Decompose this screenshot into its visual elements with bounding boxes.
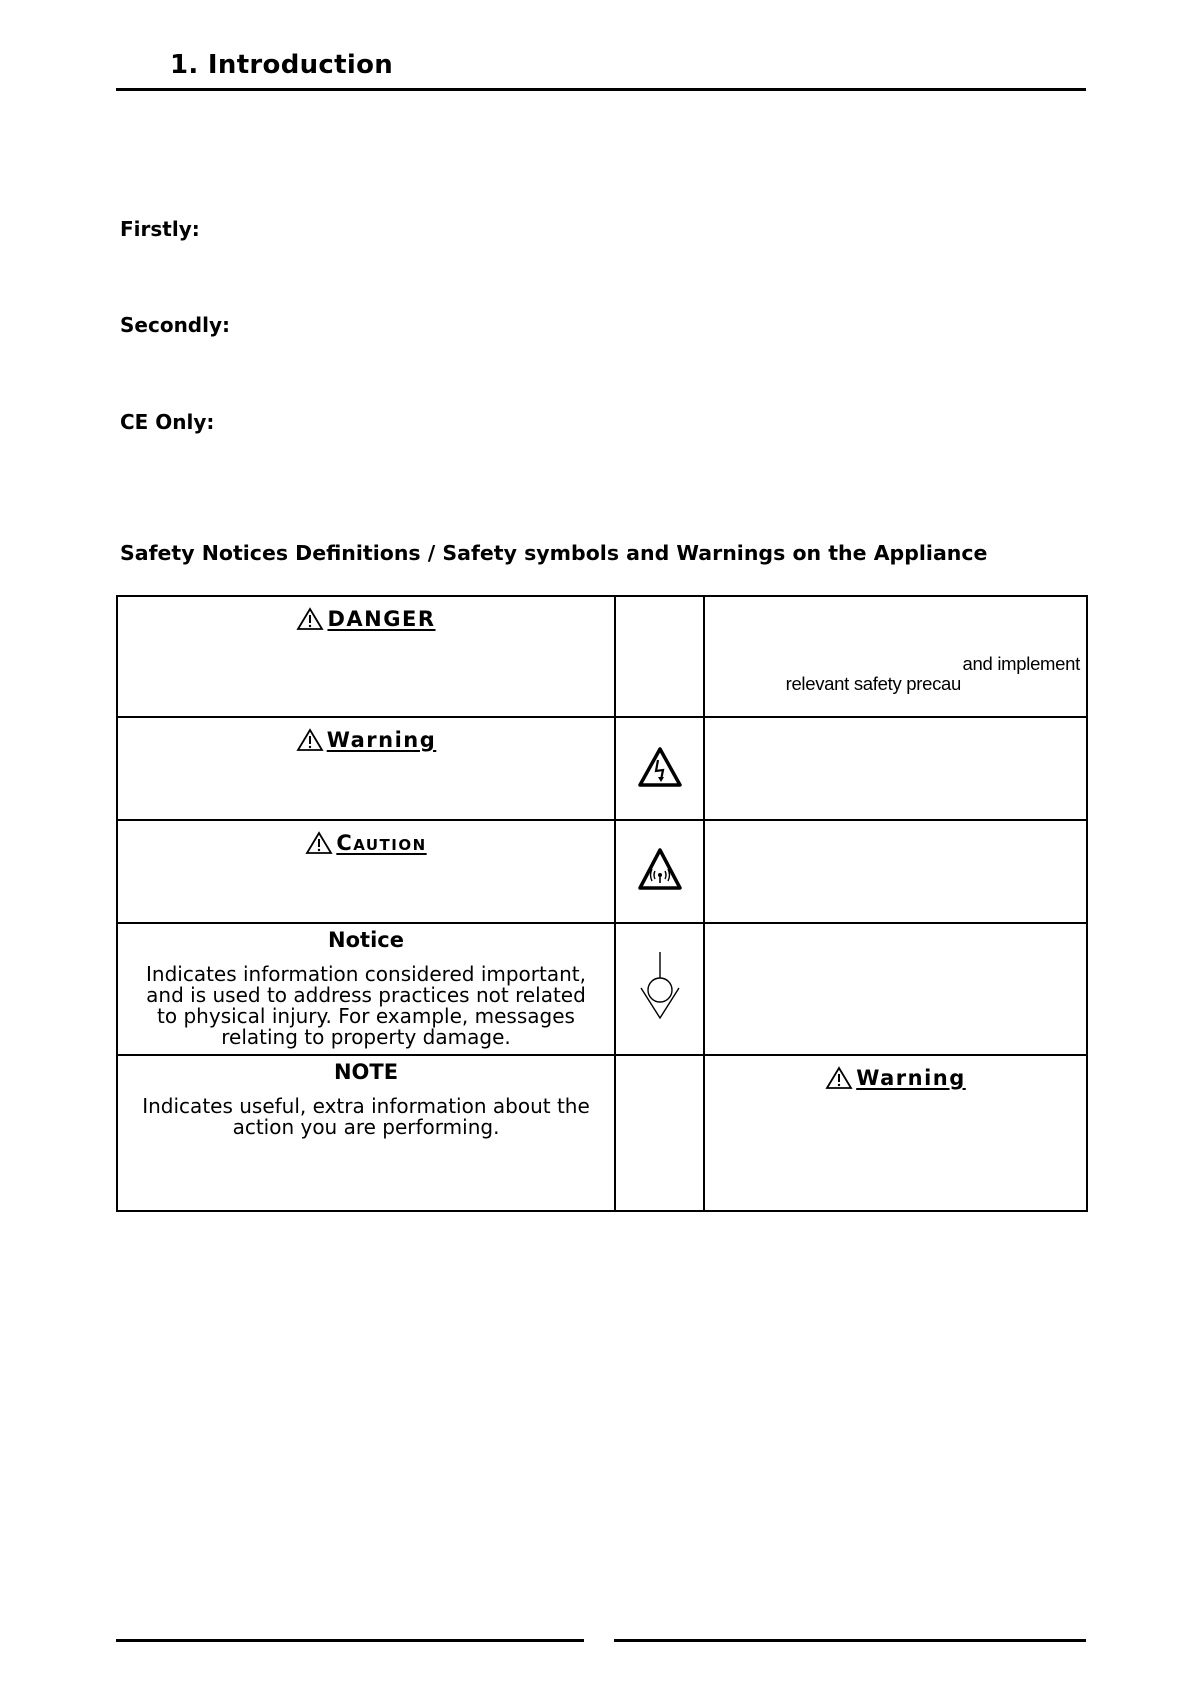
table-row [117,820,1087,923]
warning-triangle-icon [305,831,333,855]
danger-heading [118,607,614,631]
notice-description-line: relating to property damage. [221,1025,511,1049]
warning-side-cell [704,717,1087,820]
table-row [117,717,1087,820]
safety-notices-table [116,595,1088,1212]
footer-divider-right [614,1639,1086,1642]
caution-heading [118,831,614,855]
notice-side-cell [704,923,1087,1055]
note-description-line: Indicates useful, extra information about the [142,1094,590,1118]
warning-heading [118,728,614,752]
note-cell [117,1055,615,1211]
danger-label: DANGER [327,607,436,631]
electrical-symbol-cell [615,717,704,820]
section-label-firstly: Firstly: [120,217,200,241]
warning-notice-cell [117,717,615,820]
notice-description-line: Indicates information considered important, [146,962,586,986]
notice-description-line: and is used to address practices not related [146,983,586,1007]
note-heading: NOTE [333,1060,399,1084]
note-side-cell [704,1055,1087,1211]
equipotential-symbol-cell [615,923,704,1055]
warning-label: Warning [326,728,437,752]
safety-table-heading: Safety Notices Definitions / Safety symbols and Warnings on the Appliance [120,541,988,565]
note-symbol-cell [615,1055,704,1211]
danger-notice-cell [117,596,615,717]
side-warning-label: Warning [856,1066,966,1090]
danger-symbol-cell [615,596,704,717]
warning-triangle-icon [296,607,324,631]
section-label-secondly: Secondly: [120,313,231,337]
warning-triangle-icon [825,1066,853,1090]
radiation-symbol-cell [615,820,704,923]
footer-divider-left [116,1639,584,1642]
title-divider [116,88,1086,91]
danger-side-cell [704,596,1087,717]
radiation-hazard-icon [637,847,683,891]
note-description-line: action you are performing. [232,1115,500,1139]
caution-label: Caution [336,831,427,855]
electrical-hazard-icon [637,746,683,788]
table-row [117,1055,1087,1211]
equipotential-icon [638,952,682,1020]
notice-cell [117,923,615,1055]
caution-notice-cell [117,820,615,923]
side-warning-heading [705,1066,1086,1090]
danger-side-line-1: and implement [962,653,1080,674]
table-row [117,923,1087,1055]
page-title: 1. Introduction [170,50,394,80]
danger-side-line-2: relevant safety precau [785,673,961,694]
section-label-ce-only: CE Only: [120,410,215,434]
table-row [117,596,1087,717]
warning-triangle-icon [296,728,324,752]
caution-side-cell [704,820,1087,923]
note-description [126,1096,606,1138]
notice-description-line: to physical injury. For example, messages [157,1004,575,1028]
notice-heading: Notice [328,928,404,952]
notice-description [126,964,606,1048]
